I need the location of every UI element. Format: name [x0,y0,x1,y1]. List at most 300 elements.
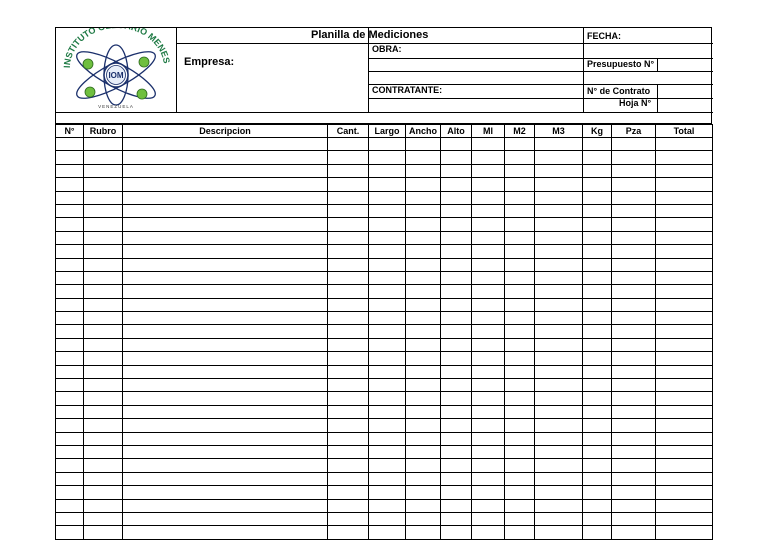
table-cell[interactable] [583,445,612,458]
table-cell[interactable] [84,445,123,458]
table-cell[interactable] [583,258,612,271]
table-cell[interactable] [123,459,328,472]
table-cell[interactable] [505,338,535,351]
table-cell[interactable] [56,365,84,378]
table-cell[interactable] [123,138,328,151]
table-cell[interactable] [369,392,406,405]
table-cell[interactable] [328,338,369,351]
table-cell[interactable] [612,191,656,204]
table-cell[interactable] [505,258,535,271]
table-cell[interactable] [656,499,713,512]
table-cell[interactable] [406,245,441,258]
table-cell[interactable] [56,231,84,244]
table-cell[interactable] [406,486,441,499]
table-cell[interactable] [84,338,123,351]
table-cell[interactable] [583,285,612,298]
table-cell[interactable] [406,325,441,338]
table-cell[interactable] [505,245,535,258]
table-cell[interactable] [583,352,612,365]
table-cell[interactable] [505,271,535,284]
table-cell[interactable] [656,285,713,298]
table-cell[interactable] [612,472,656,485]
table-cell[interactable] [441,285,472,298]
table-cell[interactable] [369,138,406,151]
table-cell[interactable] [505,298,535,311]
table-cell[interactable] [56,432,84,445]
table-cell[interactable] [656,178,713,191]
table-cell[interactable] [328,178,369,191]
table-cell[interactable] [84,138,123,151]
table-cell[interactable] [369,298,406,311]
table-cell[interactable] [406,138,441,151]
table-cell[interactable] [612,151,656,164]
table-cell[interactable] [472,392,505,405]
table-cell[interactable] [505,472,535,485]
table-cell[interactable] [612,379,656,392]
table-cell[interactable] [56,245,84,258]
table-cell[interactable] [84,245,123,258]
table-cell[interactable] [123,526,328,539]
table-cell[interactable] [612,218,656,231]
table-cell[interactable] [612,271,656,284]
table-cell[interactable] [328,325,369,338]
table-cell[interactable] [56,338,84,351]
table-cell[interactable] [84,352,123,365]
table-cell[interactable] [369,325,406,338]
table-cell[interactable] [505,379,535,392]
table-cell[interactable] [441,392,472,405]
table-cell[interactable] [656,164,713,177]
table-cell[interactable] [84,419,123,432]
table-cell[interactable] [535,526,583,539]
table-cell[interactable] [656,379,713,392]
table-cell[interactable] [612,445,656,458]
table-cell[interactable] [472,218,505,231]
table-cell[interactable] [472,191,505,204]
table-cell[interactable] [472,231,505,244]
table-cell[interactable] [612,352,656,365]
table-cell[interactable] [123,405,328,418]
table-cell[interactable] [84,379,123,392]
table-cell[interactable] [56,258,84,271]
table-cell[interactable] [535,392,583,405]
table-cell[interactable] [441,472,472,485]
table-cell[interactable] [328,459,369,472]
table-cell[interactable] [123,512,328,525]
table-cell[interactable] [84,204,123,217]
table-cell[interactable] [535,472,583,485]
table-cell[interactable] [328,298,369,311]
table-cell[interactable] [656,245,713,258]
table-cell[interactable] [441,218,472,231]
table-cell[interactable] [328,419,369,432]
table-cell[interactable] [123,231,328,244]
table-cell[interactable] [583,392,612,405]
table-cell[interactable] [123,204,328,217]
table-cell[interactable] [84,231,123,244]
table-cell[interactable] [406,379,441,392]
table-cell[interactable] [535,379,583,392]
table-cell[interactable] [328,486,369,499]
table-cell[interactable] [472,258,505,271]
table-cell[interactable] [441,352,472,365]
table-cell[interactable] [612,325,656,338]
table-cell[interactable] [505,499,535,512]
table-cell[interactable] [505,352,535,365]
table-cell[interactable] [441,191,472,204]
table-cell[interactable] [369,245,406,258]
table-cell[interactable] [583,459,612,472]
table-cell[interactable] [369,512,406,525]
table-cell[interactable] [612,312,656,325]
table-cell[interactable] [369,419,406,432]
table-cell[interactable] [472,285,505,298]
table-cell[interactable] [84,432,123,445]
table-cell[interactable] [56,325,84,338]
table-cell[interactable] [583,204,612,217]
table-cell[interactable] [328,138,369,151]
table-cell[interactable] [328,191,369,204]
table-cell[interactable] [406,365,441,378]
table-cell[interactable] [406,338,441,351]
table-cell[interactable] [656,352,713,365]
table-cell[interactable] [369,365,406,378]
table-cell[interactable] [123,499,328,512]
table-cell[interactable] [535,231,583,244]
table-cell[interactable] [369,352,406,365]
table-cell[interactable] [472,499,505,512]
table-cell[interactable] [328,312,369,325]
table-cell[interactable] [84,271,123,284]
table-cell[interactable] [123,271,328,284]
table-cell[interactable] [56,419,84,432]
table-cell[interactable] [328,379,369,392]
table-cell[interactable] [505,325,535,338]
table-cell[interactable] [406,258,441,271]
table-cell[interactable] [123,352,328,365]
table-cell[interactable] [505,204,535,217]
table-cell[interactable] [406,512,441,525]
table-cell[interactable] [369,312,406,325]
table-cell[interactable] [441,151,472,164]
table-cell[interactable] [84,526,123,539]
table-cell[interactable] [406,526,441,539]
table-cell[interactable] [583,486,612,499]
table-cell[interactable] [612,164,656,177]
table-cell[interactable] [656,204,713,217]
table-cell[interactable] [84,459,123,472]
table-cell[interactable] [406,191,441,204]
table-cell[interactable] [56,379,84,392]
table-cell[interactable] [656,472,713,485]
table-cell[interactable] [406,218,441,231]
table-cell[interactable] [535,352,583,365]
table-cell[interactable] [472,151,505,164]
table-cell[interactable] [583,298,612,311]
table-cell[interactable] [612,432,656,445]
table-cell[interactable] [583,512,612,525]
table-cell[interactable] [441,178,472,191]
table-cell[interactable] [505,312,535,325]
table-cell[interactable] [656,325,713,338]
table-cell[interactable] [656,405,713,418]
table-cell[interactable] [441,312,472,325]
table-cell[interactable] [406,231,441,244]
table-cell[interactable] [441,164,472,177]
table-cell[interactable] [56,218,84,231]
table-cell[interactable] [441,419,472,432]
table-cell[interactable] [583,164,612,177]
table-cell[interactable] [612,231,656,244]
table-cell[interactable] [328,432,369,445]
table-cell[interactable] [505,285,535,298]
table-cell[interactable] [84,151,123,164]
table-cell[interactable] [328,164,369,177]
table-cell[interactable] [505,164,535,177]
table-cell[interactable] [656,526,713,539]
table-cell[interactable] [583,138,612,151]
table-cell[interactable] [505,459,535,472]
table-cell[interactable] [56,445,84,458]
table-cell[interactable] [56,459,84,472]
table-cell[interactable] [84,285,123,298]
table-cell[interactable] [535,486,583,499]
table-cell[interactable] [612,178,656,191]
table-cell[interactable] [472,204,505,217]
table-cell[interactable] [583,231,612,244]
table-cell[interactable] [406,392,441,405]
table-cell[interactable] [656,486,713,499]
table-cell[interactable] [369,526,406,539]
table-cell[interactable] [369,459,406,472]
table-cell[interactable] [583,338,612,351]
table-cell[interactable] [56,204,84,217]
table-cell[interactable] [583,432,612,445]
table-cell[interactable] [472,486,505,499]
table-cell[interactable] [328,218,369,231]
table-cell[interactable] [369,432,406,445]
table-cell[interactable] [535,512,583,525]
table-cell[interactable] [472,526,505,539]
table-cell[interactable] [472,459,505,472]
table-cell[interactable] [123,191,328,204]
table-cell[interactable] [369,338,406,351]
table-cell[interactable] [612,204,656,217]
table-cell[interactable] [535,365,583,378]
table-cell[interactable] [535,204,583,217]
table-cell[interactable] [583,365,612,378]
table-cell[interactable] [56,352,84,365]
table-cell[interactable] [123,419,328,432]
table-cell[interactable] [535,178,583,191]
table-cell[interactable] [84,472,123,485]
table-cell[interactable] [123,151,328,164]
table-cell[interactable] [84,191,123,204]
table-cell[interactable] [472,338,505,351]
table-cell[interactable] [583,419,612,432]
table-cell[interactable] [441,405,472,418]
table-cell[interactable] [406,419,441,432]
table-cell[interactable] [56,271,84,284]
table-cell[interactable] [656,392,713,405]
table-cell[interactable] [505,178,535,191]
table-cell[interactable] [56,472,84,485]
table-cell[interactable] [441,512,472,525]
table-cell[interactable] [406,312,441,325]
table-cell[interactable] [472,405,505,418]
table-cell[interactable] [583,499,612,512]
table-cell[interactable] [472,178,505,191]
table-cell[interactable] [369,472,406,485]
table-cell[interactable] [441,445,472,458]
table-cell[interactable] [84,405,123,418]
table-cell[interactable] [441,499,472,512]
table-cell[interactable] [472,432,505,445]
table-cell[interactable] [328,285,369,298]
table-cell[interactable] [123,432,328,445]
table-cell[interactable] [328,245,369,258]
table-cell[interactable] [535,258,583,271]
table-cell[interactable] [656,231,713,244]
table-cell[interactable] [472,512,505,525]
table-cell[interactable] [535,271,583,284]
table-cell[interactable] [369,258,406,271]
table-cell[interactable] [472,298,505,311]
table-cell[interactable] [472,419,505,432]
table-cell[interactable] [535,298,583,311]
table-cell[interactable] [535,338,583,351]
table-cell[interactable] [84,486,123,499]
table-cell[interactable] [328,365,369,378]
table-cell[interactable] [583,526,612,539]
table-cell[interactable] [583,379,612,392]
table-cell[interactable] [612,526,656,539]
table-cell[interactable] [56,392,84,405]
table-cell[interactable] [472,271,505,284]
table-cell[interactable] [84,325,123,338]
table-cell[interactable] [505,138,535,151]
table-cell[interactable] [123,245,328,258]
table-cell[interactable] [328,352,369,365]
table-cell[interactable] [612,499,656,512]
table-cell[interactable] [441,245,472,258]
table-cell[interactable] [328,392,369,405]
table-cell[interactable] [612,258,656,271]
table-cell[interactable] [369,231,406,244]
table-cell[interactable] [612,512,656,525]
table-cell[interactable] [84,392,123,405]
table-cell[interactable] [656,338,713,351]
table-cell[interactable] [328,472,369,485]
table-cell[interactable] [472,472,505,485]
table-cell[interactable] [441,486,472,499]
table-cell[interactable] [56,151,84,164]
table-cell[interactable] [369,486,406,499]
table-cell[interactable] [505,432,535,445]
table-cell[interactable] [123,338,328,351]
table-cell[interactable] [406,472,441,485]
table-cell[interactable] [441,204,472,217]
table-cell[interactable] [535,419,583,432]
table-cell[interactable] [656,258,713,271]
table-cell[interactable] [535,138,583,151]
table-cell[interactable] [612,392,656,405]
table-cell[interactable] [328,512,369,525]
table-cell[interactable] [406,432,441,445]
table-cell[interactable] [406,271,441,284]
table-cell[interactable] [535,245,583,258]
table-cell[interactable] [612,138,656,151]
table-cell[interactable] [123,178,328,191]
table-cell[interactable] [56,178,84,191]
table-cell[interactable] [369,178,406,191]
table-cell[interactable] [583,191,612,204]
table-cell[interactable] [123,392,328,405]
table-cell[interactable] [123,445,328,458]
table-cell[interactable] [369,164,406,177]
table-cell[interactable] [656,432,713,445]
table-cell[interactable] [441,258,472,271]
table-cell[interactable] [441,138,472,151]
table-cell[interactable] [656,271,713,284]
table-cell[interactable] [369,379,406,392]
table-cell[interactable] [535,459,583,472]
table-cell[interactable] [56,191,84,204]
table-cell[interactable] [123,486,328,499]
table-cell[interactable] [406,151,441,164]
table-cell[interactable] [123,164,328,177]
table-cell[interactable] [328,204,369,217]
table-cell[interactable] [406,445,441,458]
table-cell[interactable] [441,365,472,378]
table-cell[interactable] [535,325,583,338]
table-cell[interactable] [406,178,441,191]
table-cell[interactable] [583,245,612,258]
table-cell[interactable] [56,285,84,298]
table-cell[interactable] [472,379,505,392]
table-cell[interactable] [369,405,406,418]
table-cell[interactable] [472,445,505,458]
table-cell[interactable] [583,151,612,164]
table-cell[interactable] [472,325,505,338]
table-cell[interactable] [505,231,535,244]
table-cell[interactable] [535,218,583,231]
table-cell[interactable] [406,352,441,365]
table-cell[interactable] [535,432,583,445]
table-cell[interactable] [406,285,441,298]
table-cell[interactable] [406,405,441,418]
table-cell[interactable] [406,204,441,217]
table-cell[interactable] [369,445,406,458]
table-cell[interactable] [656,445,713,458]
table-cell[interactable] [328,405,369,418]
table-cell[interactable] [505,419,535,432]
table-cell[interactable] [505,218,535,231]
table-cell[interactable] [505,365,535,378]
table-cell[interactable] [612,298,656,311]
table-cell[interactable] [84,298,123,311]
table-cell[interactable] [123,472,328,485]
table-cell[interactable] [656,218,713,231]
table-cell[interactable] [123,379,328,392]
table-cell[interactable] [441,459,472,472]
table-cell[interactable] [406,298,441,311]
table-cell[interactable] [612,365,656,378]
table-cell[interactable] [535,405,583,418]
table-cell[interactable] [535,191,583,204]
table-cell[interactable] [535,312,583,325]
table-cell[interactable] [441,298,472,311]
